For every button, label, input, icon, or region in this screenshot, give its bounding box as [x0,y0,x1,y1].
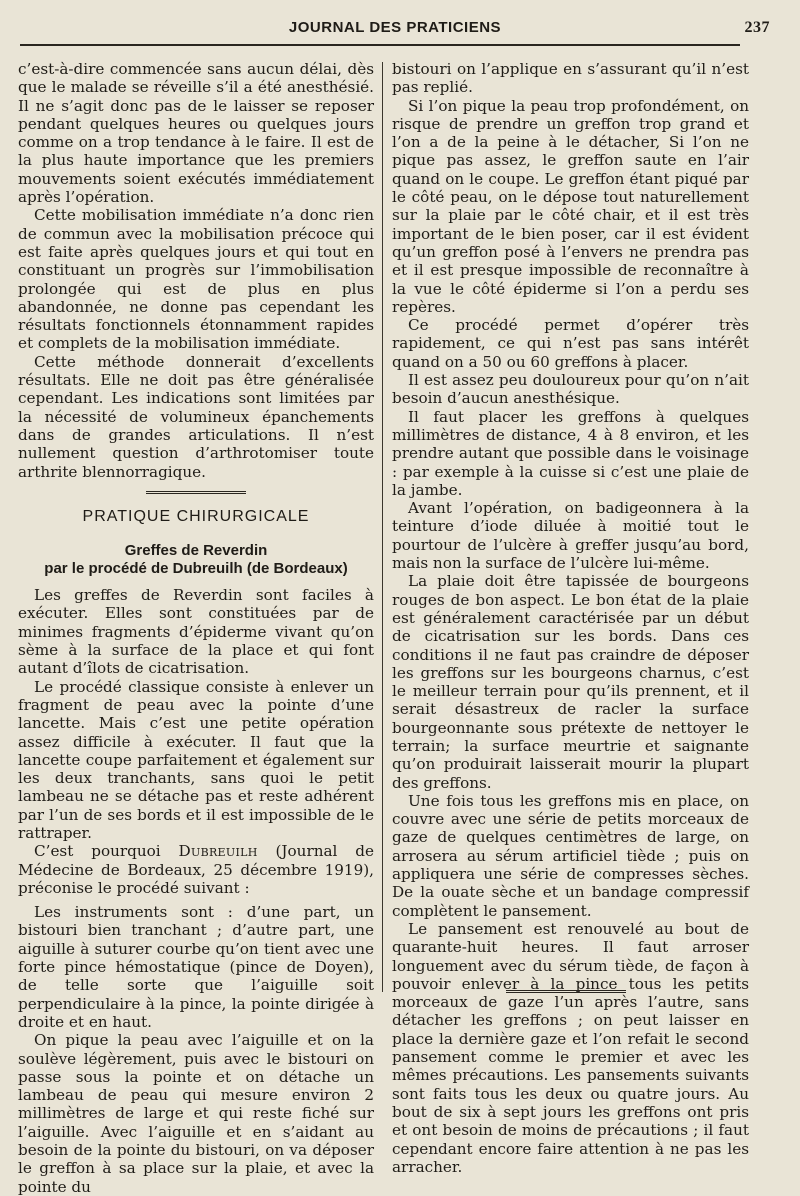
paragraph: Le pansement est renouvelé au bout de quarante-huit heures. Il faut arroser longuement avec du sérum tiède, de façon à pouvoir enlever à la pince tous les petits morceaux de gaze l’un après l’autre, sans détacher les greffons ; on peut laisser en place la dernière gaze et l’on refait le second pansement comme le premier et avec les mêmes précautions. Les pansements suivants sont faits tous les deux ou quatre jours. Au bout de six à sept jours les greffons ont pris et ont besoin de moins de précautions ; il faut cependant encore faire attention à ne pas les arracher. [392,919,749,1176]
section-title: PRATIQUE CHIRURGICALE [82,507,310,525]
page-number: 237 [744,19,770,36]
citation-source: (Journal de Médecine de Bordeaux, 25 décembre 1919), préconise le procédé suivant : [18,842,374,897]
citation-prefix: C’est pourquoi [34,842,179,861]
paragraph: Il est assez peu douloureux pour qu’on n’ait besoin d’aucun anesthésique. [392,371,749,408]
author-name: Dubreuilh [178,842,258,861]
end-rule [506,990,626,993]
paragraph: Les greffes de Reverdin sont faciles à exécuter. Elles sont constituées par de minimes fragments d’épiderme vivant qu’on sème à la surface de la place et qui font autant d’îlots de cicatrisation. [18,586,374,678]
running-head [20,16,770,40]
paragraph: Les instruments sont : d’une part, un bistouri bien tranchant ; d’autre part, une aiguille à suturer courbe qu’on tient avec une forte pince hémostatique (pince de Doyen), de telle sorte que l’aiguille soit perpendiculaire à la pince, la pointe dirigée à droite et en haut. [18,903,374,1031]
paragraph: Avant l’opération, on badigeonnera à la teinture d’iode diluée à moitié tout le pourtour de l’ulcère à greffer jusqu’au bord, mais non la surface de l’ulcère lui-même. [392,499,749,573]
article-title [18,542,374,578]
paragraph: Si l’on pique la peau trop profondément, on risque de prendre un greffon trop grand et l’on a de la peine à le détacher, Si l’on ne pique pas assez, le greffon saute en l’air quand on le coupe. Le greffon étant piqué par le côté peau, on le dépose tout naturellement sur la plaie par le côté chair, et il est très important de le bien poser, car il est évident qu’un greffon posé à l’envers ne prendra pas et il est presque impossible de reconnaître à la vue le côté épiderme si l’on a perdu ses repères. [392,96,749,316]
paragraph-citation [18,842,374,897]
paragraph: Il faut placer les greffons à quelques millimètres de distance, 4 à 8 environ, et les prendre autant que possible dans le voisinage : par exemple à la cuisse si c’est une plaie de la jambe. [392,407,749,499]
left-column [18,60,374,1196]
article-title-line: par le procédé de Dubreuilh (de Bordeaux) [44,560,348,578]
header-rule [20,44,740,46]
paragraph: Une fois tous les greffons mis en place, on couvre avec une série de petits morceaux de gaze de quelques centimètres de large, on arrosera au sérum artificiel tiède ; puis on appliquera une série de compresses sèches. De la ouate sèche et un bandage compressif complètent le pansement. [392,791,749,920]
article-title-line: Greffes de Reverdin [124,542,268,560]
paragraph: Cette méthode donnerait d’excellents résultats. Elle ne doit pas être généralisée cependant. Les indications sont limitées par la nécessité de volumineux épanchements dans de grandes articulations. Il n’est nullement question d’arthrotomiser toute arthrite blennorragique. [18,352,374,481]
right-column [392,60,749,1176]
paragraph: Le procédé classique consiste à enlever un fragment de peau avec la pointe d’une lancette. Mais c’est une petite opération assez difficile à exécuter. Il faut que la lancette coupe parfaitement et également sur les deux tranchants, sans quoi le petit lambeau ne se détache pas et reste adhérent par l’un de ses bords et il est impossible de le rattraper. [18,677,374,842]
paragraph: La plaie doit être tapissée de bourgeons rouges de bon aspect. Le bon état de la plaie est généralement caractérisée par un début de cicatrisation sur les bords. Dans ces conditions il ne faut pas craindre de déposer les greffons sur les bourgeons charnus, c’est le meilleur terrain pour qu’ils prennent, et il serait désastreux de racler la surface bourgeonnante sous prétexte de nettoyer le terrain; la surface meurtrie et saignante qu’on produirait laisserait mourir la plupart des greffons. [392,572,749,792]
column-divider [382,62,383,992]
section-divider [146,491,246,494]
paragraph: Ce procédé permet d’opérer très rapidement, ce qui n’est pas sans intérêt quand on a 50 ou 60 greffons à placer. [392,316,749,371]
running-title: JOURNAL DES PRATICIENS [288,19,502,36]
paragraph: Cette mobilisation immédiate n’a donc rien de commun avec la mobilisation précoce qui est faite après quelques jours et qui tout en constituant un progrès sur l’immobilisation prolongée qui est de plus en plus abandonnée, ne donne pas cependant les résultats fonctionnels étonnamment rapides et complets de la mobilisation immédiate. [18,206,374,353]
paragraph: c’est-à-dire commencée sans aucun délai, dès que le malade se réveille s’il a été anesthésié. Il ne s’agit donc pas de le laisser se reposer pendant quelques heures ou quelques jours comme on a trop tendance à le faire. Il est de la plus haute importance que les premiers mouvements soient exécutés immédiatement après l’opération. [18,60,374,207]
paragraph: bistouri on l’applique en s’assurant qu’il n’est pas replié. [392,60,749,97]
paragraph: On pique la peau avec l’aiguille et on la soulève légèrement, puis avec le bistouri on passe sous la pointe et on détache un lambeau de peau qui mesure environ 2 millimètres de large et qui reste fiché sur l’aiguille. Avec l’aiguille et en s’aidant au besoin de la pointe du bistouri, on va déposer le greffon à sa place sur la plaie, et avec la pointe du [18,1031,374,1196]
